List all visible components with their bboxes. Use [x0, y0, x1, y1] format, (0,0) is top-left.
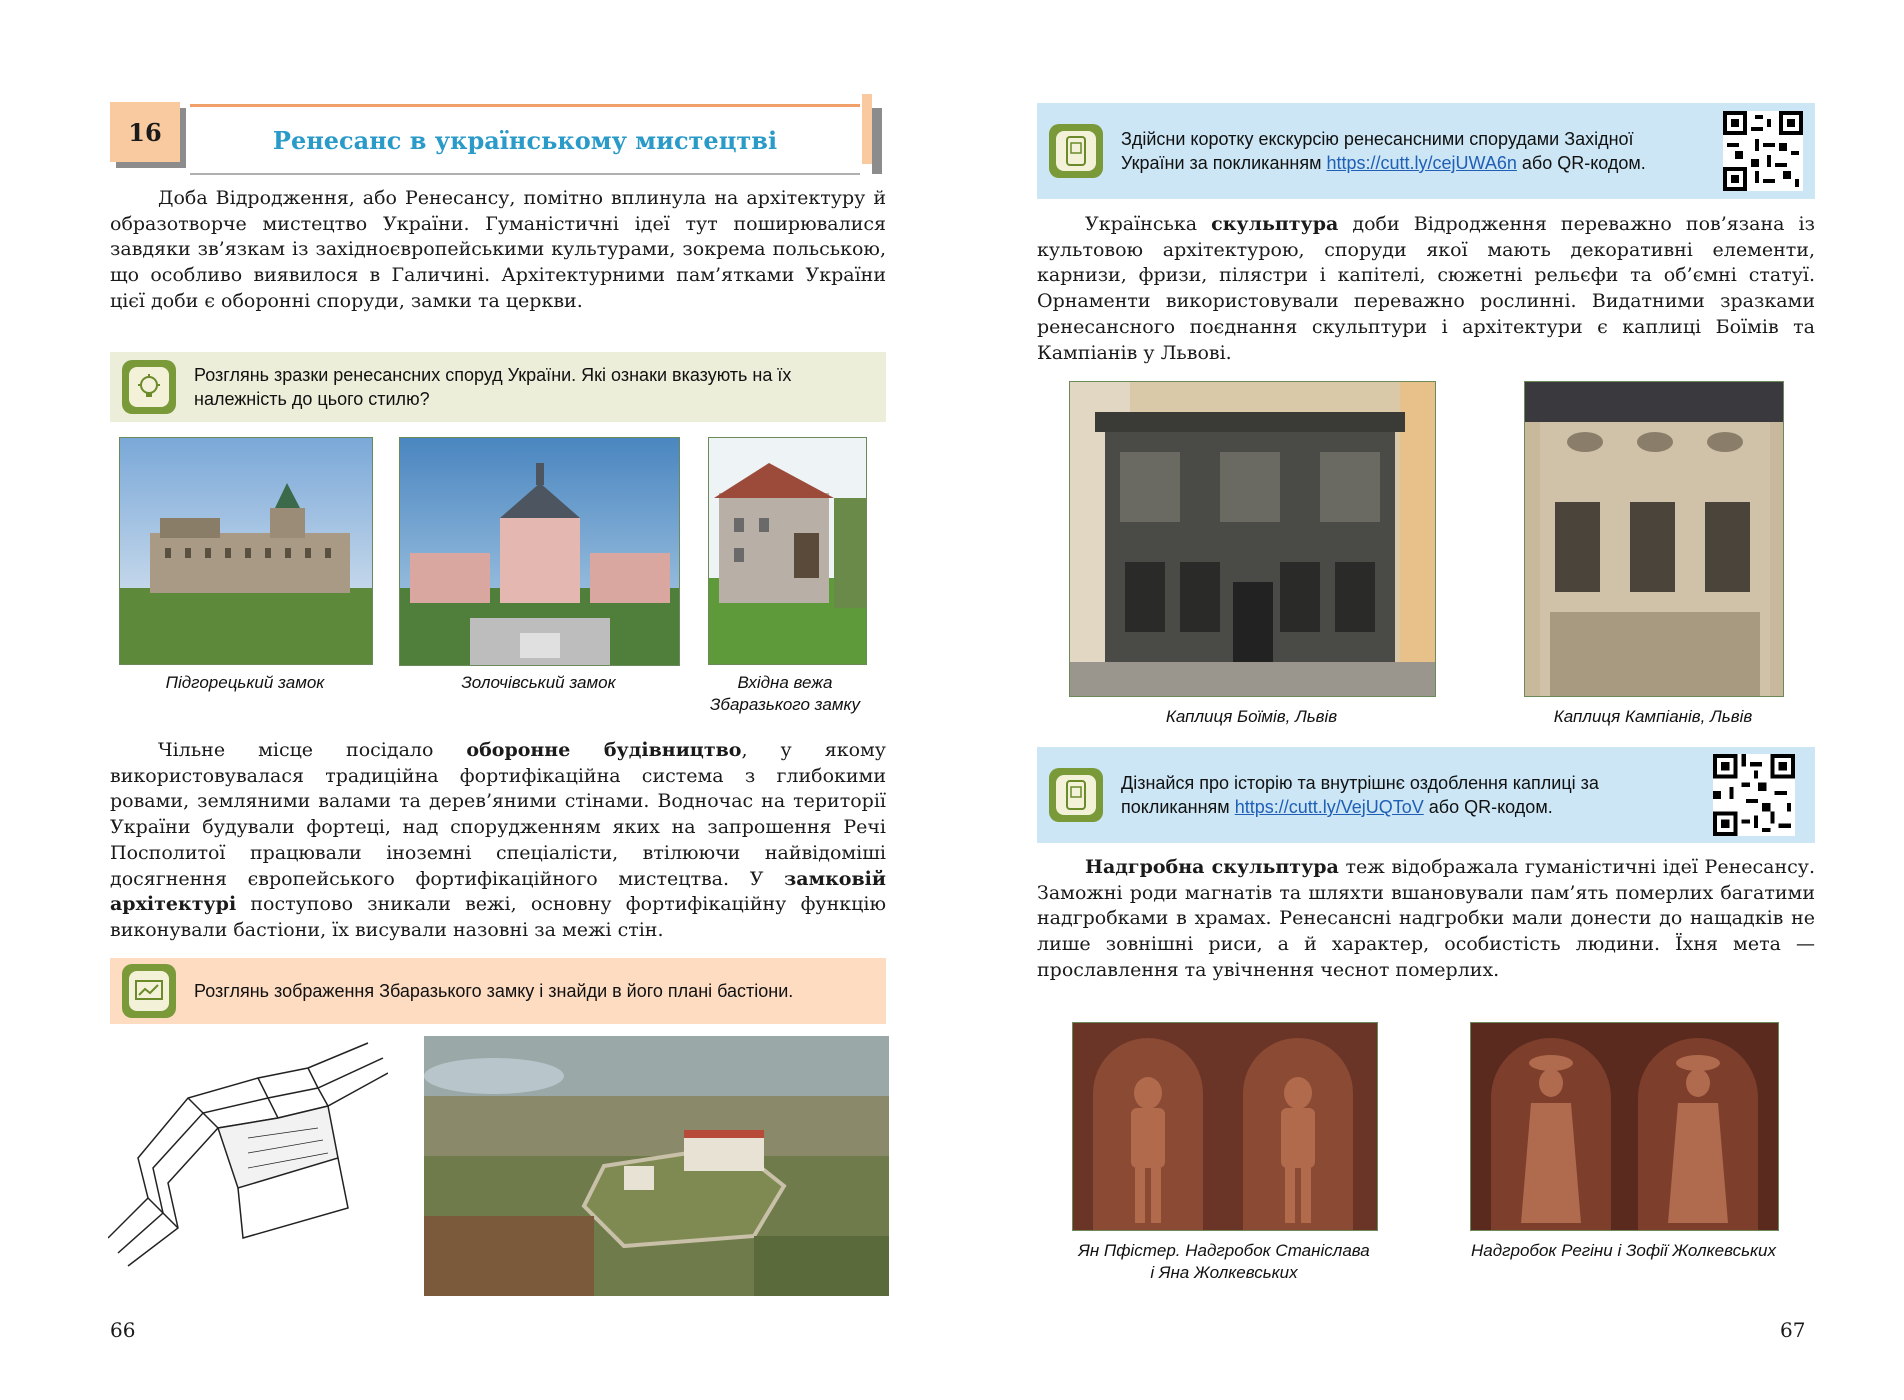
caption-zbarazh-tower: [690, 672, 880, 716]
qr-code-1[interactable]: [1723, 111, 1803, 191]
task-box-1: [110, 352, 886, 422]
qr-2-text-main: Дізнайся про історію та внутрішнє оздоблення каплиці за покликанням: [1121, 773, 1599, 817]
caption-pidhirtsi: Підгорецький замок: [165, 673, 325, 692]
caption-tomb-men-line1: Ян Пфістер. Надгробок Станіслава: [1078, 1241, 1370, 1260]
caption-zbarazh-tower-line1: Вхідна вежа: [737, 673, 833, 692]
title-accent-shadow: [872, 108, 882, 174]
qr-1-text: [1121, 127, 1701, 175]
photo-pidhirtsi-castle: [119, 437, 373, 665]
caption-zbarazh-tower-line2: Збаразького замку: [709, 695, 861, 714]
qr-1-text-main: Здійсни коротку екскурсію ренесансними спорудами Західної України за покликанням: [1121, 129, 1634, 173]
photo-zholkiewski-tomb-women: [1470, 1022, 1779, 1231]
intro-paragraph: [110, 186, 886, 315]
title-accent: [862, 94, 872, 164]
photo-zolochiv-castle: [399, 437, 680, 666]
sculpture-text-2: доби Відродження переважно пов’язана із культовою архітектурою, споруди якої мають декоративні елементи, карнизи, фризи, пілястри і капітелі, сюжетні рельєфи та об’ємні статуї. Орнаменти використовували переважно рослинні. Видатними зразками ренесансного поєднання скульптури і архітектури є каплиці Боїмів та Кампіанів у Львові.: [1037, 213, 1815, 364]
caption-boim-chapel: Каплиця Боїмів, Львів: [1165, 707, 1338, 726]
sculpture-bold-1: скульптура: [1211, 213, 1339, 235]
photo-kampian-chapel: [1524, 381, 1784, 697]
qr-2-text-suffix: або QR-кодом.: [1423, 797, 1553, 817]
phone-qr-icon: [1049, 768, 1103, 822]
page-number-right: 67: [1780, 1318, 1806, 1342]
photo-zbarazh-aerial: [424, 1036, 889, 1296]
intro-text: Доба Відродження, або Ренесансу, помітно вплинула на архітектуру й образотворче мистецтво України. Гуманістичні ідеї тут поширювалися завдяки зв’язкам із західноєвропейськими культурами, зокрема польською, що особливо виявилося в Галичині. Архітектурними пам’ятками України цієї доби є оборонні споруди, замки та церкви.: [110, 187, 886, 312]
qr-2-link[interactable]: https://cutt.ly/VejUQToV: [1234, 797, 1424, 817]
task-box-2: [110, 958, 886, 1024]
defense-bold-2: замковій архітектурі: [110, 867, 886, 916]
defense-paragraph: [110, 738, 886, 944]
sculpture-text-1: Українська: [1085, 213, 1212, 235]
qr-box-2: [1037, 747, 1815, 843]
photo-zholkiewski-tomb-men: [1072, 1022, 1378, 1231]
photo-zbarazh-gate-tower: [708, 437, 867, 665]
caption-kampian-chapel: Каплиця Кампіанів, Львів: [1553, 707, 1753, 726]
defense-bold-1: оборонне будівництво: [466, 739, 742, 761]
tomb-text-1: теж відображала гуманістичні ідеї Ренесансу. Заможні роди магнатів та шляхти вшановували пам’ять померлих багатими надгробками в храмах. Ренесансні надгробки мали донести до нащадків не лише зовнішні риси, а й характер, особистість людини. Їхня мета — прославлення та увічнення чеснот померлих.: [1037, 856, 1815, 981]
task-2-text: Розглянь зображення Збаразького замку і знайди в його плані бастіони.: [194, 981, 794, 1001]
lesson-title-bar: [190, 104, 860, 175]
sculpture-paragraph: [1037, 212, 1815, 366]
tomb-paragraph: [1037, 855, 1815, 984]
tomb-bold-1: Надгробна скульптура: [1085, 856, 1339, 878]
qr-1-link[interactable]: https://cutt.ly/cejUWA6n: [1326, 153, 1517, 173]
defense-text-3: поступово зникали вежі, основну фортифікаційну функцію виконували бастіони, їх висували назовні за межі стін.: [110, 893, 886, 941]
page-number-left: 66: [110, 1318, 136, 1342]
qr-2-text: [1121, 771, 1701, 819]
defense-text-1: Чільне місце посідало: [158, 739, 467, 761]
caption-tomb-women: Надгробок Регіни і Зофії Жолкевських: [1470, 1241, 1776, 1260]
zbarazh-bastion-sketch: [108, 1038, 388, 1268]
caption-tomb-men-line2: і Яна Жолкевських: [1150, 1263, 1298, 1282]
plan-sketch-icon: [122, 964, 176, 1018]
qr-box-1: [1037, 103, 1815, 199]
caption-tomb-men: [1040, 1240, 1408, 1284]
qr-code-2[interactable]: [1713, 754, 1795, 836]
lesson-title: Ренесанс в українському мистецтві: [272, 125, 778, 155]
caption-zolochiv: Золочівський замок: [461, 673, 616, 692]
qr-1-text-suffix: або QR-кодом.: [1516, 153, 1646, 173]
idea-head-icon: [122, 360, 176, 414]
lesson-number: 16: [110, 102, 180, 162]
defense-text-2: , у якому використовувалася традиційна фортифікаційна система з глибокими ровами, земляними валами та дерев’яними стінами. Водночас на території України будували фортеці, над спорудженням яких на запрошення Речі Посполитої працювали іноземні спеціалісти, втілюючи найвідоміші досягнення європейського фортифікаційного мистецтва. У: [110, 739, 886, 890]
photo-boim-chapel: [1069, 381, 1436, 697]
task-1-text: Розглянь зразки ренесансних споруд України. Які ознаки вказують на їх належність до цього стилю?: [194, 365, 792, 409]
phone-qr-icon: [1049, 124, 1103, 178]
